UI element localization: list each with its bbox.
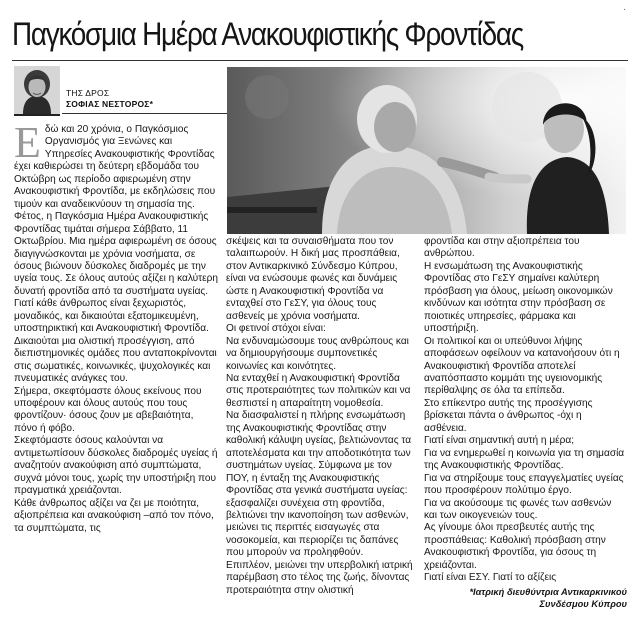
author-avatar [14,66,60,116]
article-paragraph: Κάθε άνθρωπος αξίζει να ζει με ποιότητα, αξιοπρέπεια και ανακούφιση –από τον πόνο, τα συμπτώματα, τις [14,497,214,534]
article-paragraph [14,118,218,211]
article-paragraph: Ας γίνουμε όλοι πρεσβευτές αυτής της προσπάθειας: Καθολική πρόσβαση στην Ανακουφιστική Φροντίδα, για όσους τη χρειάζονται. [424,522,606,571]
corner-mark: · [623,4,627,15]
author-byline [14,66,229,118]
title-rule [12,60,628,61]
article-paragraph: Οι πολιτικοί και οι υπεύθυνοι λήψης αποφάσεων οφείλουν να κατανοήσουν ότι η Ανακουφιστική Φροντίδα αποτελεί αναπόσπαστο κομμάτι της υγειονομικής περίθαλψης σε όλα τα επίπεδα. [424,335,620,397]
article-paragraph: σκέψεις και τα συναισθήματα που τον ταλαιπωρούν. Η δική μας προσπάθεια, στον Αντικαρκινικό Σύνδεσμο Κύπρου, είναι να ενώσουμε φωνές και δυνάμεις ώστε η Ανακουφιστική Φροντίδα να ενταχθεί στο ΓεΣΥ, για όλους τους ασθενείς με χρόνια νοσήματα. [226,236,400,322]
signoff-line: Συνδέσμου Κύπρου [539,598,627,609]
article-column-1 [14,118,219,535]
article-paragraph: Φέτος, η Παγκόσμια Ημέρα Ανακουφιστικής Φροντίδας τιμάται σήμερα Σάββατο, 11 Οκτωβρίου. Μια ημέρα αφιερωμένη σε όσους διαγιγνώσκονται με χρόνια νοσήματα, σε όσους βιώνουν δύσκολες διαδρομές με την υγεία τους. Σε όλους αυτούς αξίζει η καλύτερη δυνατή φροντίδα από τα συστήματα υγείας. Γιατί κάθε άνθρωπος είναι ξεχωριστός, μοναδικός, και δικαιούται εξατομικευμένη, υποστηρικτική και Ανακουφιστική Φροντίδα. Δικαιούται μια ολιστική προσέγγιση, από διεπιστημονικές ομάδες που ανταποκρίνονται στις σωματικές, κοινωνικές, ψυχολογικές και πνευματικές ανάγκες του. [14,211,219,385]
article-paragraph: Να ενδυναμώσουμε τους ανθρώπους και να δημιουργήσουμε συμπονετικές κοινωνίες και κοινότητες. [226,335,409,372]
article-column-3 [424,236,627,610]
article-paragraph: εξασφαλίζει συνέχεια στη φροντίδα, βελτιώνει την ικανοποίηση των ασθενών, μειώνει τις περιττές εισαγωγές στα νοσοκομεία, και περιορίζει τις δαπάνες που μπορούν να προληφθούν. [226,497,409,559]
article-paragraph: Επιπλέον, μειώνει την υπερβολική ιατρική παρέμβαση στο τέλος της ζωής, δίνοντας προτεραιότητα στην ολιστική [226,559,413,596]
elderly-care-photo-icon [227,67,626,234]
article-paragraph: Σκεφτόμαστε όσους καλούνται να αντιμετωπίσουν δύσκολες διαδρομές υγείας ή αναζητούν ανακούφιση από συμπτώματα, συχνά μόνοι τους, χωρίς την υποστήριξη που πραγματικά χρειάζονται. [14,435,218,497]
article-paragraph: Η ενσωμάτωση της Ανακουφιστικής Φροντίδας στο ΓεΣΥ σημαίνει καλύτερη πρόσβαση για όλους, μείωση οικονομικών κινδύνων και ισότητα στην πρόσβαση σε ποιοτικές υπηρεσίες, φάρμακα και υποστήριξη. [424,260,613,335]
article-paragraph: Να ενταχθεί η Ανακουφιστική Φροντίδα στις προτεραιότητες των πολιτικών και να θεσπιστεί η απαραίτητη νομοθεσία. [226,372,411,409]
article-paragraph: Στο επίκεντρο αυτής της προσέγγισης βρίσκεται πάντα ο άνθρωπος -όχι η ασθένεια. [424,397,593,434]
drop-cap: Ε [14,118,41,167]
author-rule [62,113,229,114]
article-photo [227,67,626,234]
article-paragraph: Να διασφαλιστεί η πλήρης ενσωμάτωση της Ανακουφιστικής Φροντίδας στην καθολική κάλυψη υγείας, βελτιώνοντας τα αποτελέσματα και την αποδοτικότητα των συστημάτων υγείας. Σύμφωνα με τον ΠΟΥ, η ένταξη της Ανακουφιστικής Φροντίδας στα γενικά συστήματα υγείας: [226,410,412,497]
article-paragraph: Γιατί είναι σημαντική αυτή η μέρα; [424,435,575,447]
signoff-line: *Ιατρική διευθύντρια Αντικαρκινικού [469,586,627,597]
paragraph-text: δώ και 20 χρόνια, ο Παγκόσμιος Οργανισμός για Ξενώνες και Υπηρεσίες Ανακουφιστικής Φροντίδας έχει καθιερώσει τη δεύτερη εβδομάδα του Οκτώβρη ως περίοδο αφιερωμένη στην Ανακουφιστική Φροντίδα, με εκδηλώσεις που τιμούν και αναδεικνύουν τη σημασία της. [14,124,216,210]
article-paragraph: Για να στηρίξουμε τους επαγγελματίες υγείας που προσφέρουν πολύτιμο έργο. [424,472,624,497]
article-paragraph: Για να ακούσουμε τις φωνές των ασθενών και των οικογενειών τους. [424,497,612,521]
article-paragraph: Σήμερα, σκεφτόμαστε όλους εκείνους που υποφέρουν και όλους αυτούς που τους φροντίζουν· όσους ζουν με αβεβαιότητα, πόνο ή φόβο. [14,385,202,434]
author-name: ΣΟΦΙΑΣ ΝΕΣΤΟΡΟΣ* [66,99,154,109]
author-portrait-icon [14,66,60,114]
article-title: Παγκόσμια Ημέρα Ανακουφιστικής Φροντίδας [12,16,523,52]
author-signoff [424,586,627,610]
article-paragraph: φροντίδα και στην αξιοπρέπεια του ανθρώπου. [424,236,580,260]
article-paragraph: Για να ενημερωθεί η κοινωνία για τη σημασία της Ανακουφιστικής Φροντίδας. [424,447,625,472]
author-role: ΤΗΣ ΔΡΟΣ [66,88,110,98]
article-column-2 [226,236,416,597]
article-paragraph: Γιατί είναι ΕΣΥ. Γιατί το αξίζεις [424,572,557,584]
article-paragraph: Οι φετινοί στόχοι είναι: [226,323,326,335]
